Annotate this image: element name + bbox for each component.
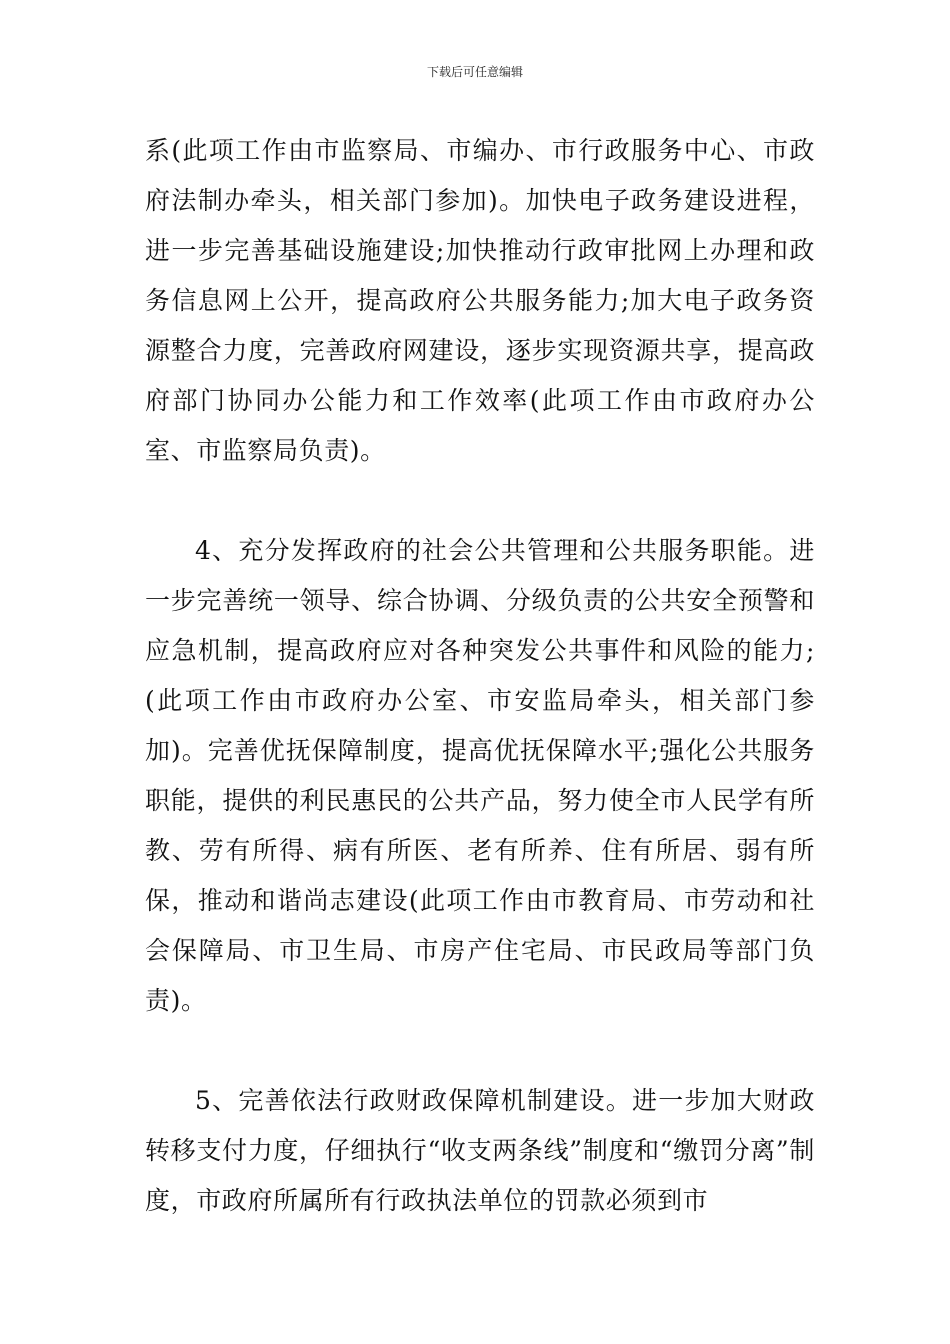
paragraph-text: 系(此项工作由市监察局、市编办、市行政服务中心、市政府法制办牵头，相关部门参加)。加快电子政务建设进程，进一步完善基础设施建设;加快推动行政审批网上办理和政务信息网上公开，提高政府公共服务能力;加大电子政务资源整合力度，完善政府网建设，逐步实现资源共享，提高政府部门协同办公能力和工作效率(此项工作由市政府办公室、市监察局负责)。 bbox=[145, 136, 815, 465]
paragraph-continuation bbox=[145, 126, 815, 476]
paragraph-item-5 bbox=[145, 1076, 815, 1226]
paragraph-text: 4、充分发挥政府的社会公共管理和公共服务职能。进一步完善统一领导、综合协调、分级负责的公共安全预警和应急机制，提高政府应对各种突发公共事件和风险的能力;(此项工作由市政府办公室、市安监局牵头，相关部门参加)。完善优抚保障制度，提高优抚保障水平;强化公共服务职能，提供的利民惠民的公共产品，努力使全市人民学有所教、劳有所得、病有所医、老有所养、住有所居、弱有所保，推动和谐尚志建设(此项工作由市教育局、市劳动和社会保障局、市卫生局、市房产住宅局、市民政局等部门负责)。 bbox=[145, 536, 815, 1015]
page-header: 下载后可任意编辑 bbox=[426, 65, 523, 79]
paragraph-item-4 bbox=[145, 526, 815, 1026]
paragraph-text: 5、完善依法行政财政保障机制建设。进一步加大财政转移支付力度，仔细执行“收支两条线”制度和“缴罚分离”制度，市政府所属所有行政执法单位的罚款必须到市 bbox=[145, 1086, 815, 1215]
